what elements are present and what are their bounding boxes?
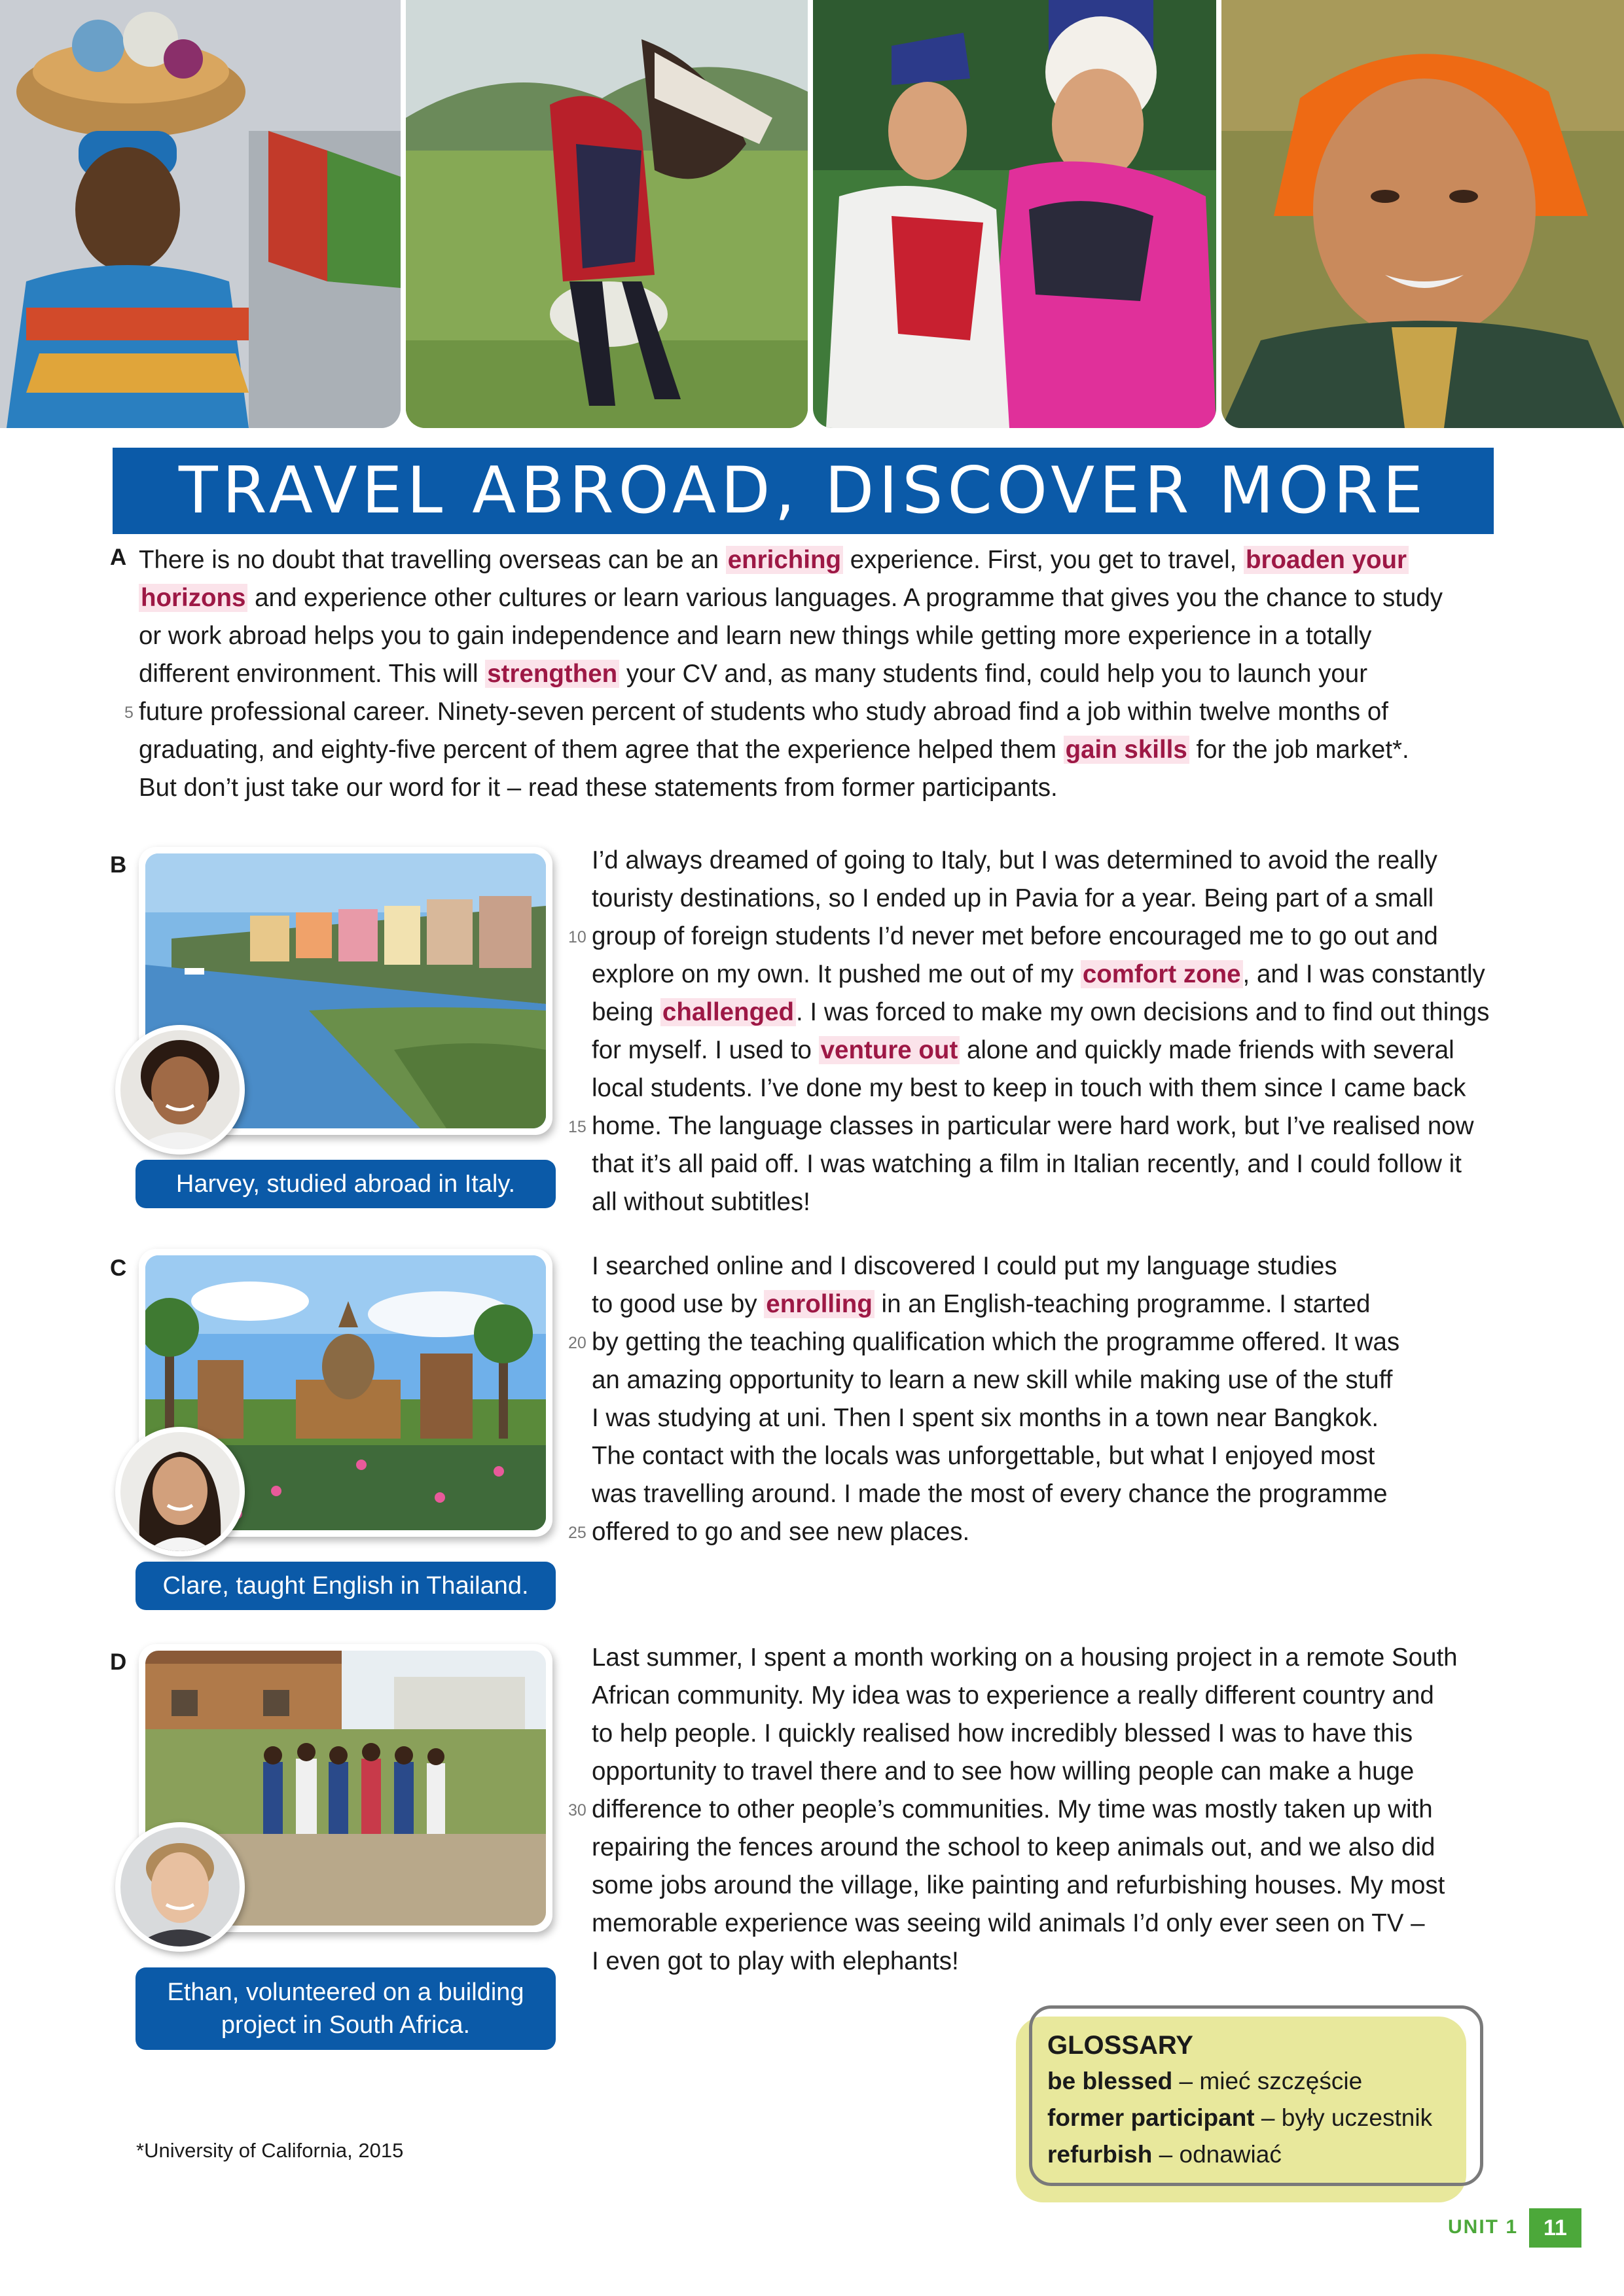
text-line — [592, 1639, 1458, 1677]
text-segment: graduating, and eighty-five percent of them agree that the experience helped them — [139, 736, 1064, 764]
line-number-10: 10 — [568, 928, 586, 946]
text-line — [592, 1677, 1434, 1715]
text-line — [592, 1145, 1462, 1183]
text-segment: repairing the fences around the school to keep animals out, and we also did — [592, 1833, 1435, 1861]
glossary-definition: były uczestnik — [1281, 2104, 1433, 2131]
harvey-portrait — [120, 1030, 240, 1149]
page-title: TRAVEL ABROAD, DISCOVER MORE — [178, 454, 1428, 528]
ethan-caption: Ethan, volunteered on a building project in South Africa. — [135, 1967, 556, 2050]
text-segment: in an English-teaching programme. I started — [874, 1290, 1371, 1318]
text-segment: opportunity to travel there and to see how willing people can make a huge — [592, 1757, 1415, 1785]
text-line — [592, 994, 1489, 1031]
glossary-term: refurbish — [1047, 2141, 1153, 2168]
highlighted-word: horizons — [139, 584, 247, 612]
text-line — [592, 1183, 810, 1221]
text-line — [592, 1715, 1413, 1753]
text-segment: to help people. I quickly realised how incredibly blessed I was to have this — [592, 1719, 1413, 1748]
paragraph-letter-b: B — [110, 852, 127, 878]
text-line — [592, 1905, 1425, 1943]
clare-portrait — [120, 1432, 240, 1551]
folk-dancers-photo — [813, 0, 1216, 428]
text-line — [592, 918, 1438, 956]
unit-label: UNIT 1 — [1448, 2216, 1519, 2238]
text-line — [139, 617, 1371, 655]
text-line — [592, 1867, 1445, 1905]
text-segment: The contact with the locals was unforgettable, but what I enjoyed most — [592, 1442, 1375, 1470]
title-banner — [113, 448, 1494, 534]
text-segment: some jobs around the village, like painting and refurbishing houses. My most — [592, 1871, 1445, 1899]
text-segment: different environment. This will — [139, 660, 486, 688]
highlighted-word: enriching — [726, 546, 843, 574]
text-line — [592, 842, 1437, 880]
glossary — [1047, 2028, 1453, 2173]
text-line — [139, 579, 1443, 617]
text-line — [592, 1943, 959, 1981]
highlighted-word: enrolling — [764, 1290, 875, 1318]
text-line — [592, 1247, 1337, 1285]
text-line — [592, 1753, 1414, 1791]
paragraph-letter-c: C — [110, 1255, 127, 1281]
text-segment: future professional career. Ninety-seven percent of students who study abroad find a job within twelve months of — [139, 698, 1388, 726]
text-segment: by getting the teaching qualification which the programme offered. It was — [592, 1328, 1400, 1356]
ethan-portrait — [120, 1827, 240, 1946]
text-segment: all without subtitles! — [592, 1188, 810, 1216]
text-segment: difference to other people’s communities. My time was mostly taken up with — [592, 1795, 1433, 1823]
text-segment: touristy destinations, so I ended up in Pavia for a year. Being part of a small — [592, 884, 1434, 912]
clare-caption: Clare, taught English in Thailand. — [135, 1562, 556, 1610]
line-number-30: 30 — [568, 1801, 586, 1820]
text-line — [592, 1437, 1375, 1475]
highlighted-word: venture out — [819, 1036, 960, 1064]
text-line — [592, 1069, 1466, 1107]
glossary-item: refurbish – odnawiać — [1047, 2141, 1282, 2168]
glossary-term: former participant — [1047, 2104, 1255, 2131]
native-american-dancer-photo — [406, 0, 808, 428]
ethan-avatar — [115, 1822, 245, 1952]
text-line — [139, 731, 1409, 769]
glossary-term: be blessed — [1047, 2068, 1173, 2094]
text-segment: your CV and, as many students find, could help you to launch your — [619, 660, 1368, 688]
text-segment: was travelling around. I made the most of every chance the programme — [592, 1480, 1388, 1508]
text-line — [592, 1513, 969, 1551]
text-segment: explore on my own. It pushed me out of my — [592, 960, 1081, 988]
woman-with-basket-photo — [0, 0, 401, 428]
glossary-item: former participant – były uczestnik — [1047, 2104, 1433, 2131]
text-segment: I was studying at uni. Then I spent six months in a town near Bangkok. — [592, 1404, 1379, 1432]
text-segment: for myself. I used to — [592, 1036, 819, 1064]
text-segment: offered to go and see new places. — [592, 1518, 970, 1546]
text-line — [592, 1829, 1435, 1867]
text-line — [592, 1031, 1454, 1069]
text-line — [139, 541, 1409, 579]
text-segment: or work abroad helps you to gain independence and learn new things while getting more experience in a totally — [139, 622, 1372, 650]
text-line — [592, 1399, 1379, 1437]
paragraph-letter-d: D — [110, 1649, 127, 1675]
line-number-15: 15 — [568, 1118, 586, 1136]
woman-orange-headscarf-photo — [1221, 0, 1624, 428]
text-segment: African community. My idea was to experience a really different country and — [592, 1681, 1434, 1710]
text-segment: , and I was constantly — [1242, 960, 1485, 988]
text-line — [592, 956, 1485, 994]
text-line — [592, 1323, 1399, 1361]
text-segment: to good use by — [592, 1290, 765, 1318]
text-line — [139, 655, 1367, 693]
text-line — [139, 693, 1388, 731]
highlighted-word: challenged — [660, 998, 796, 1026]
highlighted-word: comfort zone — [1081, 960, 1243, 988]
text-line — [592, 1285, 1370, 1323]
text-segment: I’d always dreamed of going to Italy, but I was determined to avoid the really — [592, 846, 1437, 874]
text-line — [592, 1475, 1388, 1513]
text-segment: for the job market*. — [1189, 736, 1409, 764]
text-segment: being — [592, 998, 660, 1026]
line-number-25: 25 — [568, 1524, 586, 1542]
text-line — [592, 880, 1434, 918]
text-segment: experience. First, you get to travel, — [843, 546, 1244, 574]
clare-avatar — [115, 1427, 245, 1556]
text-line — [592, 1361, 1392, 1399]
text-line — [592, 1107, 1474, 1145]
page-number: 11 — [1529, 2208, 1581, 2248]
line-number-5: 5 — [124, 704, 134, 722]
text-line — [139, 769, 1058, 807]
glossary-item: be blessed – mieć szczęście — [1047, 2068, 1363, 2094]
glossary-definition: mieć szczęście — [1199, 2068, 1363, 2094]
text-segment: There is no doubt that travelling overseas can be an — [139, 546, 726, 574]
text-segment: an amazing opportunity to learn a new skill while making use of the stuff — [592, 1366, 1393, 1394]
highlighted-word: broaden your — [1244, 546, 1409, 574]
paragraph-letter-a: A — [110, 545, 127, 570]
glossary-definition: odnawiać — [1179, 2141, 1282, 2168]
line-number-20: 20 — [568, 1334, 586, 1352]
text-segment: I searched online and I discovered I could put my language studies — [592, 1252, 1337, 1280]
highlighted-word: gain skills — [1064, 736, 1189, 764]
text-segment: home. The language classes in particular were hard work, but I’ve realised now — [592, 1112, 1474, 1140]
text-segment: alone and quickly made friends with several — [960, 1036, 1454, 1064]
text-segment: group of foreign students I’d never met before encouraged me to go out and — [592, 922, 1438, 950]
text-segment: that it’s all paid off. I was watching a film in Italian recently, and I could follow it — [592, 1150, 1462, 1178]
text-segment: memorable experience was seeing wild animals I’d only ever seen on TV – — [592, 1909, 1425, 1937]
highlighted-word: strengthen — [485, 660, 619, 688]
glossary-title: GLOSSARY — [1047, 2031, 1193, 2060]
text-segment: local students. I’ve done my best to keep in touch with them since I came back — [592, 1074, 1466, 1102]
text-segment: But don’t just take our word for it – read these statements from former participants. — [139, 774, 1058, 802]
footnote: *University of California, 2015 — [136, 2139, 404, 2162]
text-segment: and experience other cultures or learn various languages. A programme that gives you the chance to study — [247, 584, 1443, 612]
text-segment: Last summer, I spent a month working on a housing project in a remote South — [592, 1643, 1458, 1672]
text-line — [592, 1791, 1433, 1829]
text-segment: I even got to play with elephants! — [592, 1947, 959, 1975]
text-segment: . I was forced to make my own decisions and to find out things — [796, 998, 1490, 1026]
harvey-caption: Harvey, studied abroad in Italy. — [135, 1160, 556, 1208]
harvey-avatar — [115, 1025, 245, 1155]
